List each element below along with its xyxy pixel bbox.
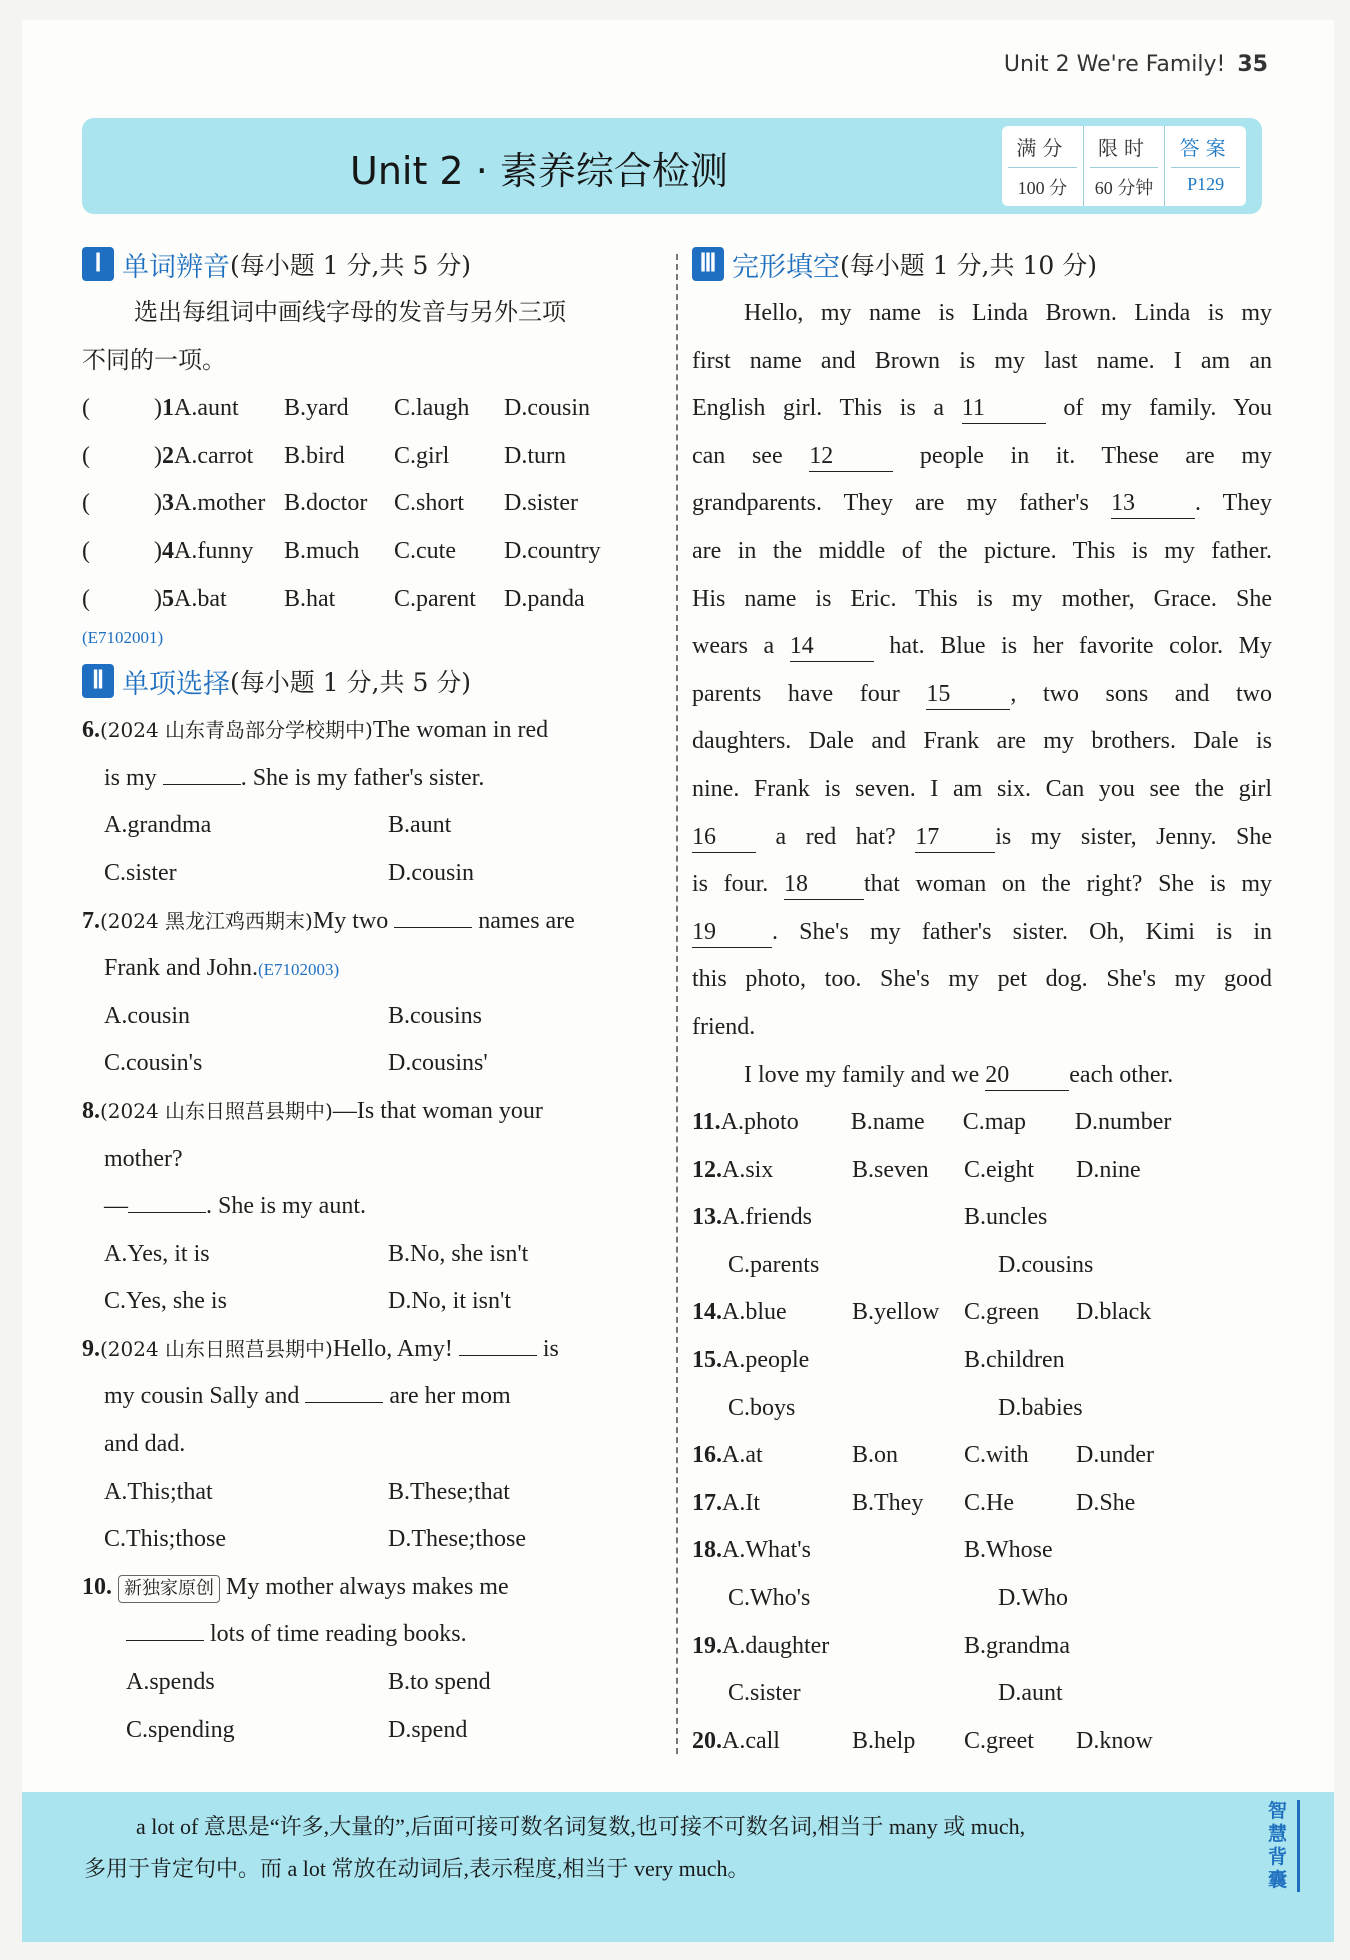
question-7-source: (2024 黑龙江鸡西期末) xyxy=(100,908,313,933)
option-13a[interactable]: A.friends xyxy=(722,1204,812,1231)
option-9c[interactable]: C.This;those xyxy=(104,1526,227,1553)
passage-line-4: can see 12 people in it. These are my xyxy=(692,433,1272,481)
passage-line-13: is four. 18 that woman on the right? She is my xyxy=(692,861,1272,909)
page-number: 35 xyxy=(1237,52,1268,77)
section-1-name: 单词辨音 xyxy=(122,251,230,283)
option-4d[interactable]: D.country xyxy=(504,537,601,564)
question-7-cont: Frank and John.(E7102003) xyxy=(104,955,340,982)
question-8-cont: mother? xyxy=(104,1145,183,1172)
passage-line-6: are in the middle of the picture. This is my father. xyxy=(692,537,1272,564)
question-4: ( )4A.funny B.much C.cute D.country xyxy=(82,528,662,576)
option-1d[interactable]: D.cousin xyxy=(504,395,590,422)
section-1-number: Ⅰ xyxy=(82,247,114,281)
tip-line-1: a lot of 意思是“许多,大量的”,后面可接可数名词复数,也可接不可数名词,相当于 many 或 much, xyxy=(136,1814,1026,1839)
question-8-reply: — . She is my aunt. xyxy=(82,1183,662,1231)
cloze-options-19-cd xyxy=(692,1670,1272,1718)
option-3b[interactable]: B.doctor xyxy=(284,490,368,517)
option-19b[interactable]: B.grandma xyxy=(964,1632,1070,1659)
option-6b[interactable]: B.aunt xyxy=(388,812,452,839)
option-12c[interactable]: C.eight xyxy=(964,1156,1034,1183)
option-6a[interactable]: A.grandma xyxy=(104,812,212,839)
cloze-options-19-ab: 19.A.daughter B.grandma xyxy=(692,1623,1272,1671)
option-16c[interactable]: C.with xyxy=(964,1442,1029,1469)
answer-blank[interactable] xyxy=(459,1330,537,1356)
question-6-source: (2024 山东青岛部分学校期中) xyxy=(100,718,373,743)
option-2a[interactable]: A.carrot xyxy=(174,442,254,469)
full-score-value: 100 分 xyxy=(1017,178,1068,198)
option-8c[interactable]: C.Yes, she is xyxy=(104,1288,227,1315)
option-6c[interactable]: C.sister xyxy=(104,859,177,886)
option-20a[interactable]: A.call xyxy=(722,1727,780,1754)
cloze-blank-20[interactable]: 20 xyxy=(985,1060,1069,1091)
cloze-options-15-cd xyxy=(692,1385,1272,1433)
cloze-options-13-ab: 13.A.friends B.uncles xyxy=(692,1194,1272,1242)
question-6-options-ab xyxy=(82,802,662,850)
question-10-cont: lots of time reading books. xyxy=(82,1611,662,1659)
page-title: Unit 2 · 素养综合检测 xyxy=(350,149,728,193)
answer-blank[interactable] xyxy=(126,1615,204,1641)
option-12d[interactable]: D.nine xyxy=(1076,1156,1141,1183)
question-9-options-ab xyxy=(82,1469,662,1517)
option-4a[interactable]: A.funny xyxy=(174,537,254,564)
question-8-options-ab xyxy=(82,1231,662,1279)
question-8: 8.(2024 山东日照莒县期中)—Is that woman your xyxy=(82,1097,543,1124)
option-13c[interactable]: C.parents xyxy=(728,1251,820,1278)
section-1-instruction: 选出每组词中画线字母的发音与另外三项 xyxy=(134,300,566,326)
option-9b[interactable]: B.These;that xyxy=(388,1478,510,1505)
passage-line-2: first name and Brown is my last name. I am an xyxy=(692,347,1272,374)
section-2-heading xyxy=(82,661,662,701)
question-6-cont: is my . She is my father's sister. xyxy=(82,755,662,803)
passage-line-3: English girl. This is a 11 of my family. You xyxy=(692,385,1272,433)
option-15c[interactable]: C.boys xyxy=(728,1394,796,1421)
passage-line-1: Hello, my name is Linda Brown. Linda is my xyxy=(744,300,1272,326)
question-10-options-ab xyxy=(82,1659,662,1707)
option-9d[interactable]: D.These;those xyxy=(388,1526,526,1553)
option-8b[interactable]: B.No, she isn't xyxy=(388,1240,529,1267)
option-16a[interactable]: A.at xyxy=(722,1442,763,1469)
passage-line-16: friend. xyxy=(692,1013,756,1040)
option-10b[interactable]: B.to spend xyxy=(388,1669,491,1696)
option-5b[interactable]: B.hat xyxy=(284,585,336,612)
option-10a[interactable]: A.spends xyxy=(126,1669,215,1696)
question-1: ( )1A.aunt B.yard C.laugh D.cousin xyxy=(82,385,662,433)
question-9-cont: my cousin Sally and are her mom xyxy=(82,1373,662,1421)
time-limit-value: 60 分钟 xyxy=(1094,178,1154,198)
option-1c[interactable]: C.laugh xyxy=(394,395,470,422)
cloze-options-15-ab: 15.A.people B.children xyxy=(692,1337,1272,1385)
option-19d[interactable]: D.aunt xyxy=(998,1680,1063,1707)
question-7: 7.(2024 黑龙江鸡西期末)My two names are xyxy=(82,898,662,946)
option-3d[interactable]: D.sister xyxy=(504,490,578,517)
cloze-blank-14[interactable]: 14 xyxy=(790,631,874,662)
option-4b[interactable]: B.much xyxy=(284,537,360,564)
cloze-options-16: 16.A.at B.on C.with D.under xyxy=(692,1432,1272,1480)
option-2c[interactable]: C.girl xyxy=(394,442,450,469)
option-8a[interactable]: A.Yes, it is xyxy=(104,1240,210,1267)
question-2: ( )2A.carrot B.bird C.girl D.turn xyxy=(82,433,662,481)
passage-line-7: His name is Eric. This is my mother, Grace. She xyxy=(692,585,1272,612)
option-11d[interactable]: D.number xyxy=(1074,1109,1172,1136)
section-2-name: 单项选择 xyxy=(122,668,230,700)
option-17b[interactable]: B.They xyxy=(852,1489,924,1516)
tip-band xyxy=(22,1792,1334,1942)
question-7-options-cd xyxy=(82,1040,662,1088)
passage-line-15: this photo, too. She's my pet dog. She's my good xyxy=(692,966,1272,993)
cloze-options-18-cd xyxy=(692,1575,1272,1623)
original-badge: 新独家原创 xyxy=(118,1575,220,1603)
question-9-cont2: and dad. xyxy=(104,1431,186,1458)
option-16b[interactable]: B.on xyxy=(852,1442,899,1469)
answer-blank[interactable] xyxy=(128,1187,206,1213)
option-5d[interactable]: D.panda xyxy=(504,585,585,612)
cloze-options-13-cd xyxy=(692,1242,1272,1290)
option-15d[interactable]: D.babies xyxy=(998,1394,1083,1421)
answer-blank[interactable] xyxy=(163,759,241,785)
answer-page-link[interactable]: P129 xyxy=(1187,174,1225,194)
option-17d[interactable]: D.She xyxy=(1076,1489,1136,1516)
cloze-blank-15[interactable]: 15 xyxy=(926,679,1010,710)
section-1-instruction-cont: 不同的一项。 xyxy=(82,347,226,374)
section-2-number: Ⅱ xyxy=(82,664,114,698)
answer-label: 答案 xyxy=(1171,132,1240,168)
option-5c[interactable]: C.parent xyxy=(394,585,476,612)
option-18a[interactable]: A.What's xyxy=(722,1537,811,1564)
passage-line-17: I love my family and we 20 each other. xyxy=(692,1052,1272,1100)
option-20b[interactable]: B.help xyxy=(852,1727,916,1754)
question-7-code: (E7102003) xyxy=(257,960,340,980)
tip-side-label: 智慧背囊 xyxy=(1264,1800,1300,1892)
passage-line-8: wears a 14 hat. Blue is her favorite color. My xyxy=(692,623,1272,671)
option-12b[interactable]: B.seven xyxy=(852,1156,929,1183)
section-3-number: Ⅲ xyxy=(692,247,724,281)
full-score-label: 满分 xyxy=(1008,132,1077,168)
option-7d[interactable]: D.cousins' xyxy=(388,1050,488,1077)
option-14a[interactable]: A.blue xyxy=(722,1299,787,1326)
question-9: 9.(2024 山东日照莒县期中)Hello, Amy! is xyxy=(82,1326,662,1374)
tip-line-2: 多用于肯定句中。而 a lot 常放在动词后,表示程度,相当于 very much。 xyxy=(84,1856,750,1881)
cloze-options-20: 20.A.call B.help C.greet D.know xyxy=(692,1718,1272,1766)
answer-blank[interactable] xyxy=(394,902,472,928)
option-20d[interactable]: D.know xyxy=(1076,1727,1153,1754)
option-7c[interactable]: C.cousin's xyxy=(104,1050,203,1077)
option-15a[interactable]: A.people xyxy=(722,1347,810,1374)
passage-line-12: 16 a red hat? 17 is my sister, Jenny. She xyxy=(692,814,1272,862)
full-score-cell xyxy=(1002,126,1084,206)
option-14b[interactable]: B.yellow xyxy=(852,1299,940,1326)
question-9-options-cd xyxy=(82,1516,662,1564)
running-title: Unit 2 We're Family! xyxy=(1003,52,1226,77)
option-19a[interactable]: A.daughter xyxy=(722,1632,830,1659)
option-4c[interactable]: C.cute xyxy=(394,537,456,564)
option-17a[interactable]: A.It xyxy=(722,1489,760,1516)
option-10c[interactable]: C.spending xyxy=(126,1716,235,1743)
left-column xyxy=(82,244,662,1754)
cloze-options-18-ab: 18.A.What's B.Whose xyxy=(692,1527,1272,1575)
option-18b[interactable]: B.Whose xyxy=(964,1537,1053,1564)
question-3: ( )3A.mother B.doctor C.short D.sister xyxy=(82,480,662,528)
option-11a[interactable]: A.photo xyxy=(720,1109,799,1136)
option-11b[interactable]: B.name xyxy=(850,1109,925,1136)
section-1-code: (E7102001) xyxy=(82,628,164,648)
time-limit-label: 限时 xyxy=(1090,132,1159,168)
cloze-blank-17[interactable]: 17 xyxy=(915,822,995,853)
option-14c[interactable]: C.green xyxy=(964,1299,1040,1326)
question-10: 10. 新独家原创 My mother always makes me xyxy=(82,1564,662,1612)
title-band xyxy=(82,118,1262,214)
question-5: ( )5A.bat B.hat C.parent D.panda xyxy=(82,576,662,624)
cloze-blank-19[interactable]: 19 xyxy=(692,917,772,948)
section-3-requirement: (每小题 1 分,共 10 分) xyxy=(840,251,1097,280)
option-18d[interactable]: D.Who xyxy=(998,1585,1068,1612)
option-13d[interactable]: D.cousins xyxy=(998,1251,1094,1278)
option-17c[interactable]: C.He xyxy=(964,1489,1014,1516)
question-9-source: (2024 山东日照莒县期中) xyxy=(100,1336,333,1361)
column-divider xyxy=(676,254,678,1754)
option-1b[interactable]: B.yard xyxy=(284,395,349,422)
section-1-heading xyxy=(82,244,662,284)
option-5a[interactable]: A.bat xyxy=(174,585,227,612)
option-8d[interactable]: D.No, it isn't xyxy=(388,1288,511,1315)
question-10-options-cd xyxy=(82,1707,662,1755)
score-box xyxy=(1002,126,1246,206)
option-12a[interactable]: A.six xyxy=(722,1156,774,1183)
cloze-blank-18[interactable]: 18 xyxy=(784,869,864,900)
option-2d[interactable]: D.turn xyxy=(504,442,566,469)
section-2-requirement: (每小题 1 分,共 5 分) xyxy=(230,668,472,698)
option-16d[interactable]: D.under xyxy=(1076,1442,1154,1469)
option-11c[interactable]: C.map xyxy=(962,1109,1027,1136)
passage-line-9: parents have four 15 , two sons and two xyxy=(692,671,1272,719)
cloze-options-14: 14.A.blue B.yellow C.green D.black xyxy=(692,1289,1272,1337)
option-18c[interactable]: C.Who's xyxy=(728,1585,811,1612)
option-7b[interactable]: B.cousins xyxy=(388,1002,483,1029)
option-9a[interactable]: A.This;that xyxy=(104,1478,213,1505)
option-6d[interactable]: D.cousin xyxy=(388,859,474,886)
cloze-blank-16[interactable]: 16 xyxy=(692,822,756,853)
option-7a[interactable]: A.cousin xyxy=(104,1002,190,1029)
option-3c[interactable]: C.short xyxy=(394,490,465,517)
running-header xyxy=(1004,52,1268,77)
question-6: 6.(2024 山东青岛部分学校期中)The woman in red xyxy=(82,717,549,744)
cloze-blank-11[interactable]: 11 xyxy=(962,393,1046,424)
question-6-options-cd xyxy=(82,850,662,898)
section-3-heading xyxy=(692,244,1272,284)
passage-line-5: grandparents. They are my father's 13 . They xyxy=(692,480,1272,528)
option-3a[interactable]: A.mother xyxy=(174,490,266,517)
option-13b[interactable]: B.uncles xyxy=(964,1204,1048,1231)
section-1-requirement: (每小题 1 分,共 5 分) xyxy=(230,251,472,280)
tip-text xyxy=(84,1806,1224,1890)
passage-line-14: 19 . She's my father's sister. Oh, Kimi is in xyxy=(692,909,1272,957)
option-1a[interactable]: A.aunt xyxy=(174,395,239,422)
option-14d[interactable]: D.black xyxy=(1076,1299,1152,1326)
section-3-name: 完形填空 xyxy=(732,251,840,283)
option-20c[interactable]: C.greet xyxy=(964,1727,1034,1754)
option-10d[interactable]: D.spend xyxy=(388,1716,468,1743)
time-limit-cell xyxy=(1084,126,1166,206)
passage-line-10: daughters. Dale and Frank are my brothers. Dale is xyxy=(692,728,1272,755)
option-15b[interactable]: B.children xyxy=(964,1347,1065,1374)
question-8-source: (2024 山东日照莒县期中) xyxy=(100,1098,333,1123)
passage-line-11: nine. Frank is seven. I am six. Can you see the girl xyxy=(692,775,1272,802)
cloze-blank-13[interactable]: 13 xyxy=(1111,488,1195,519)
cloze-blank-12[interactable]: 12 xyxy=(809,441,893,472)
cloze-options-11: 11.A.photo B.name C.map D.number xyxy=(692,1099,1272,1147)
option-2b[interactable]: B.bird xyxy=(284,442,345,469)
question-7-options-ab xyxy=(82,993,662,1041)
cloze-options-17: 17.A.It B.They C.He D.She xyxy=(692,1480,1272,1528)
question-8-options-cd xyxy=(82,1278,662,1326)
cloze-options-12: 12.A.six B.seven C.eight D.nine xyxy=(692,1147,1272,1195)
option-19c[interactable]: C.sister xyxy=(728,1680,801,1707)
right-column xyxy=(692,244,1272,1765)
answer-cell xyxy=(1165,126,1246,206)
answer-blank[interactable] xyxy=(305,1377,383,1403)
